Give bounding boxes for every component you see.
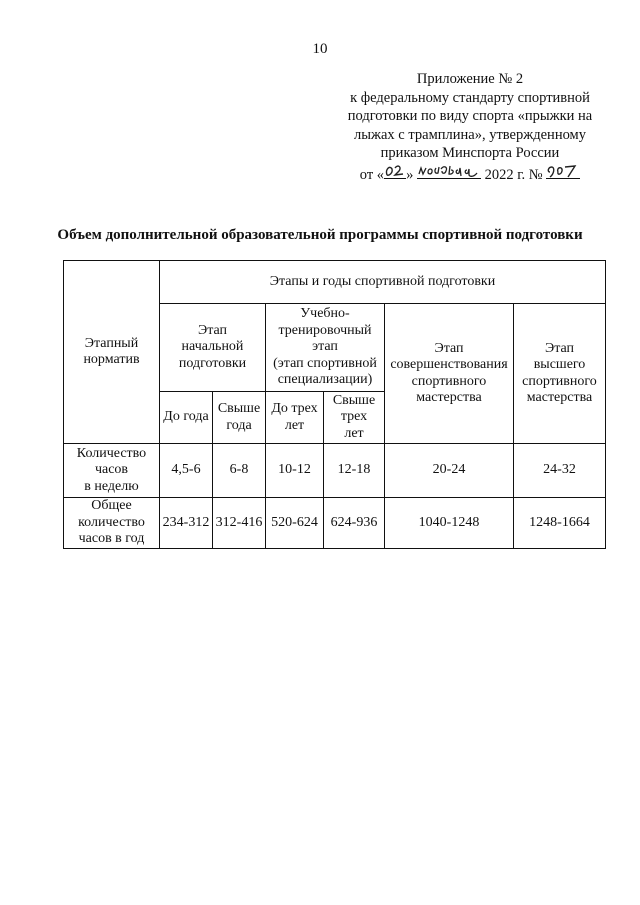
stage-initial-line: Этап bbox=[197, 322, 228, 338]
handwritten-day bbox=[384, 163, 406, 179]
value-cell: 6-8 bbox=[213, 444, 266, 498]
value-cell: 520-624 bbox=[266, 498, 324, 549]
stage-highest-header bbox=[514, 304, 606, 444]
stage-initial-line: подготовки bbox=[178, 355, 247, 371]
stage-improvement-line: спортивного bbox=[411, 373, 487, 389]
stage-training-line: тренировочный bbox=[278, 322, 372, 338]
sub-header-line: лет bbox=[284, 417, 305, 433]
row-label-line: часов bbox=[94, 462, 129, 478]
appendix-line: Приложение № 2 bbox=[416, 71, 524, 87]
stage-improvement-line: мастерства bbox=[416, 390, 482, 405]
value-cell: 10-12 bbox=[266, 444, 324, 498]
stage-highest-line: высшего bbox=[533, 357, 586, 372]
sub-header-line: трех bbox=[340, 409, 368, 425]
date-year: 2022 г. № bbox=[484, 166, 543, 183]
row-header-line: Этапный bbox=[84, 335, 139, 351]
row-label-cell bbox=[64, 498, 160, 549]
date-prefix: от « bbox=[359, 166, 385, 183]
stage-improvement-line: совершенствования bbox=[390, 357, 508, 372]
sub-header-line: До года bbox=[163, 409, 209, 425]
sub-header-initial-1 bbox=[160, 392, 213, 444]
stage-highest-line: мастерства bbox=[526, 390, 593, 405]
group-header-cell: Этапы и годы спортивной подготовки bbox=[160, 261, 606, 304]
stage-initial-header bbox=[160, 304, 266, 392]
table-row bbox=[64, 498, 606, 549]
sub-header-line: Свыше bbox=[217, 401, 261, 416]
stage-improvement-header bbox=[385, 304, 514, 444]
sub-header-training-1 bbox=[266, 392, 324, 444]
stage-initial-line: начальной bbox=[181, 339, 244, 355]
stage-training-line: (этап спортивной bbox=[273, 355, 377, 371]
value-cell: 12-18 bbox=[324, 444, 385, 498]
value-cell: 1040-1248 bbox=[385, 498, 514, 549]
handwritten-month bbox=[417, 163, 481, 179]
table-row bbox=[64, 444, 606, 498]
stage-training-line: специализации) bbox=[277, 372, 373, 388]
value-cell: 24-32 bbox=[514, 444, 606, 498]
value-cell: 312-416 bbox=[213, 498, 266, 549]
row-label-line: в неделю bbox=[84, 478, 139, 494]
sub-header-initial-2 bbox=[213, 392, 266, 444]
row-label-cell bbox=[64, 444, 160, 498]
value-cell: 234-312 bbox=[160, 498, 213, 549]
sub-header-line: года bbox=[226, 417, 252, 433]
appendix-line: приказом Минспорта России bbox=[380, 145, 560, 161]
page-number: 10 bbox=[312, 41, 328, 57]
appendix-date-line bbox=[300, 163, 640, 185]
sub-header-training-2 bbox=[324, 392, 385, 444]
stage-training-line: этап bbox=[312, 339, 338, 355]
stage-improvement-line: Этап bbox=[434, 340, 464, 356]
sub-header-line: Свыше bbox=[332, 392, 376, 408]
appendix-line: лыжах с трамплина», утвержденному bbox=[354, 126, 586, 143]
stage-highest-line: Этап bbox=[544, 340, 575, 356]
value-cell: 1248-1664 bbox=[514, 498, 606, 549]
sub-header-line: лет bbox=[344, 425, 364, 441]
document-title: Объем дополнительной образовательной программы спортивной подготовки bbox=[57, 227, 583, 243]
stage-training-header bbox=[266, 304, 385, 392]
sub-header-line: До трех bbox=[271, 401, 318, 416]
handwritten-number bbox=[546, 163, 580, 179]
value-cell: 624-936 bbox=[324, 498, 385, 549]
stage-highest-line: спортивного bbox=[522, 373, 597, 389]
appendix-line: подготовки по виду спорта «прыжки на bbox=[347, 108, 593, 124]
row-label-line: Количество bbox=[76, 445, 147, 461]
row-header-line: норматив bbox=[83, 352, 140, 367]
row-label-line: часов в год bbox=[78, 531, 145, 546]
row-label-line: количество bbox=[78, 514, 145, 530]
value-cell: 20-24 bbox=[385, 444, 514, 498]
row-header-cell bbox=[64, 261, 160, 444]
training-volume-table bbox=[63, 260, 606, 549]
appendix-line: к федеральному стандарту спортивной bbox=[350, 89, 590, 106]
appendix-header bbox=[300, 70, 640, 184]
stage-training-line: Учебно- bbox=[300, 306, 350, 322]
date-mid: » bbox=[406, 166, 414, 183]
row-label-line: Общее bbox=[91, 498, 132, 513]
value-cell: 4,5-6 bbox=[160, 444, 213, 498]
